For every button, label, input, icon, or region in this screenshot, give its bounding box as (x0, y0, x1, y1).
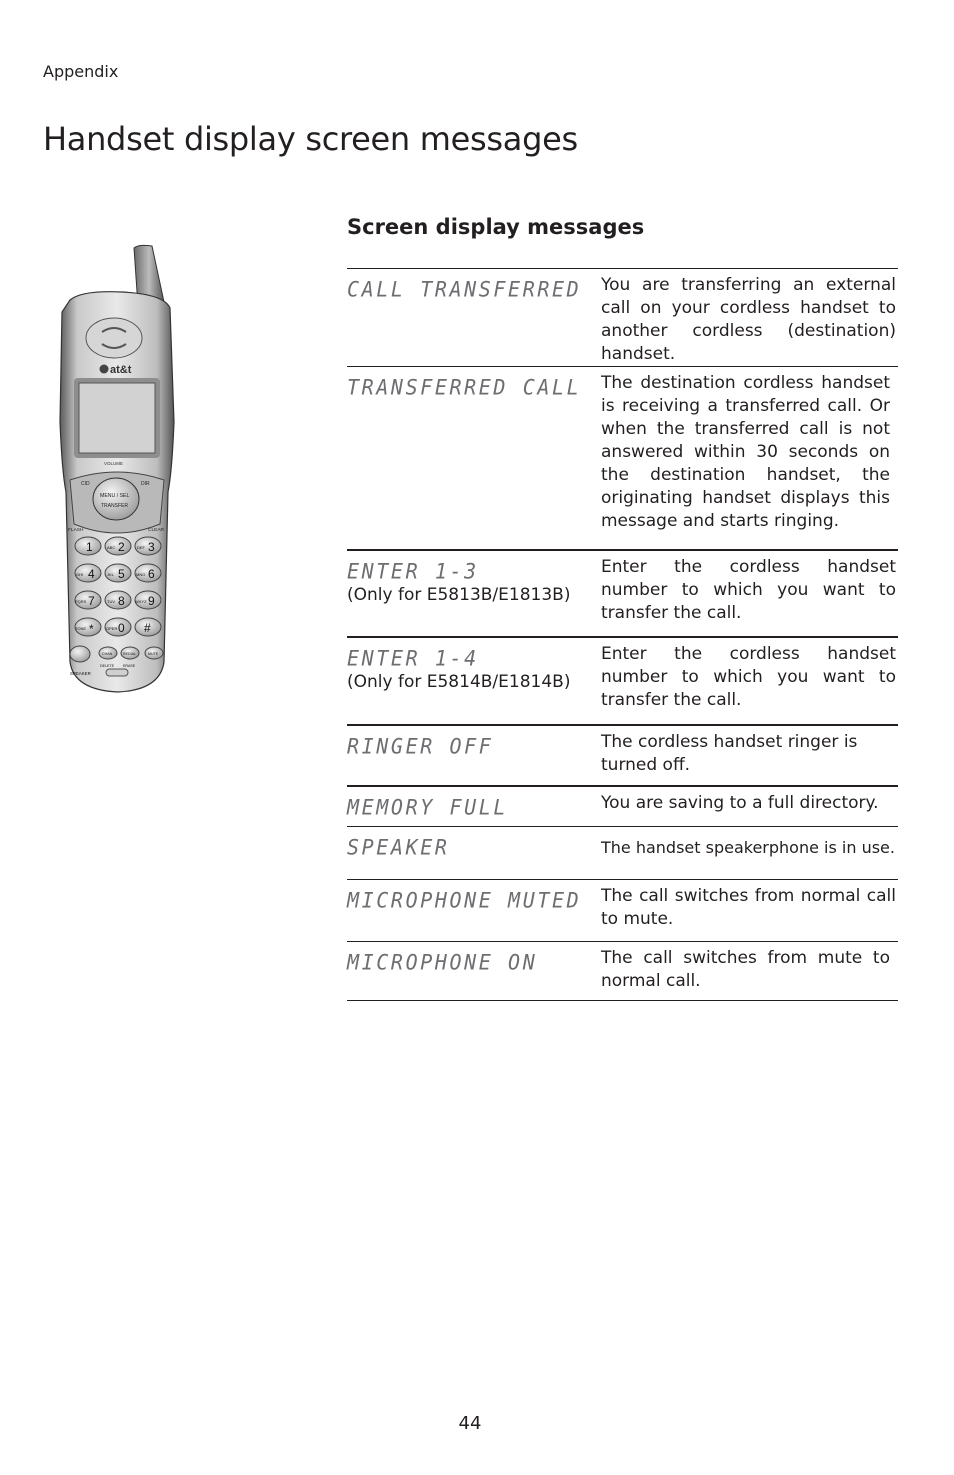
svg-text:GHI: GHI (76, 572, 84, 577)
display-message: CALL TRANSFERRED (347, 276, 582, 302)
display-message: RINGER OFF (347, 733, 494, 759)
message-description: Enter the cordless handset number to which you want to transfer the call. (601, 644, 896, 710)
svg-text:CHAN: CHAN (102, 652, 113, 656)
svg-text:ERASE: ERASE (123, 664, 136, 668)
message-description: Enter the cordless handset number to which you want to transfer the call. (601, 557, 896, 623)
svg-text:5: 5 (118, 567, 125, 581)
message-description: The destination cordless handset is receiving a transferred call. Or when the transferred call is not answered within 30 seconds on the destination handset, the originating handset displays this message and starts ringing. (601, 373, 890, 531)
message-description: The call switches from mute to normal call. (601, 948, 890, 991)
table-row (347, 827, 898, 880)
svg-text:JKL: JKL (107, 572, 114, 577)
svg-text:TRANSFER: TRANSFER (101, 503, 128, 509)
screen-messages-table (347, 268, 898, 1001)
table-row (347, 942, 898, 1001)
display-message: SPEAKER (347, 834, 450, 860)
svg-text:2: 2 (118, 540, 125, 554)
table-row (347, 638, 898, 726)
svg-text:0: 0 (118, 621, 125, 635)
svg-text:TONE: TONE (75, 626, 87, 631)
svg-text:8: 8 (118, 594, 125, 608)
page-number: 44 (458, 1413, 482, 1434)
display-message: MICROPHONE ON (347, 949, 538, 975)
display-message: MEMORY FULL (347, 794, 509, 820)
svg-text:3: 3 (148, 540, 155, 554)
model-note: (Only for E5813B/E1813B) (347, 585, 571, 605)
svg-text:MUTE: MUTE (148, 652, 159, 656)
svg-text:MENU / SEL: MENU / SEL (100, 493, 130, 499)
svg-text:DELETE: DELETE (100, 664, 114, 668)
svg-text:VOLUME: VOLUME (104, 461, 124, 466)
svg-text:REDIAL: REDIAL (123, 652, 136, 656)
cordless-handset-image (52, 242, 182, 697)
table-row (347, 880, 898, 942)
svg-text:1: 1 (86, 540, 93, 554)
model-note: (Only for E5814B/E1814B) (347, 672, 571, 692)
display-message: ENTER 1-3 (347, 558, 479, 584)
display-message: ENTER 1-4 (347, 645, 479, 671)
table-row (347, 551, 898, 638)
message-description: The call switches from normal call to mute. (601, 886, 896, 929)
svg-text:*: * (89, 622, 94, 636)
display-message: MICROPHONE MUTED (347, 887, 582, 913)
message-description: The handset speakerphone is in use. (601, 838, 895, 857)
table-row (347, 787, 898, 827)
message-description: You are transferring an external call on your cordless handset to another cordless (destination) handset. (601, 275, 896, 364)
message-description: The cordless handset ringer is turned off. (601, 732, 858, 775)
svg-text:6: 6 (148, 567, 155, 581)
section-label: Appendix (43, 62, 119, 81)
svg-text:7: 7 (88, 594, 95, 608)
svg-text:4: 4 (88, 567, 95, 581)
svg-text:CID: CID (81, 481, 90, 487)
table-row (347, 726, 898, 787)
svg-text:MNO: MNO (136, 572, 146, 577)
svg-text:SPEAKER: SPEAKER (70, 671, 91, 676)
svg-text:OPER: OPER (106, 626, 118, 631)
svg-text:CLEAR: CLEAR (148, 528, 164, 533)
svg-text:DIR: DIR (141, 481, 150, 487)
svg-text:#: # (144, 621, 151, 635)
svg-text:TUV: TUV (107, 599, 115, 604)
table-row (347, 367, 898, 551)
message-description: You are saving to a full directory. (601, 793, 879, 813)
svg-text:DEF: DEF (137, 545, 145, 550)
display-message: TRANSFERRED CALL (347, 374, 582, 400)
svg-text:PQRS: PQRS (75, 599, 87, 604)
page-title: Handset display screen messages (43, 120, 578, 158)
svg-text:ABC: ABC (107, 545, 116, 550)
svg-text:WXYZ: WXYZ (135, 599, 147, 604)
table-row (347, 269, 898, 367)
table-heading: Screen display messages (347, 215, 645, 239)
svg-text:FLASH: FLASH (68, 528, 84, 533)
brand-logo: at&t (110, 364, 132, 376)
svg-text:9: 9 (148, 594, 155, 608)
